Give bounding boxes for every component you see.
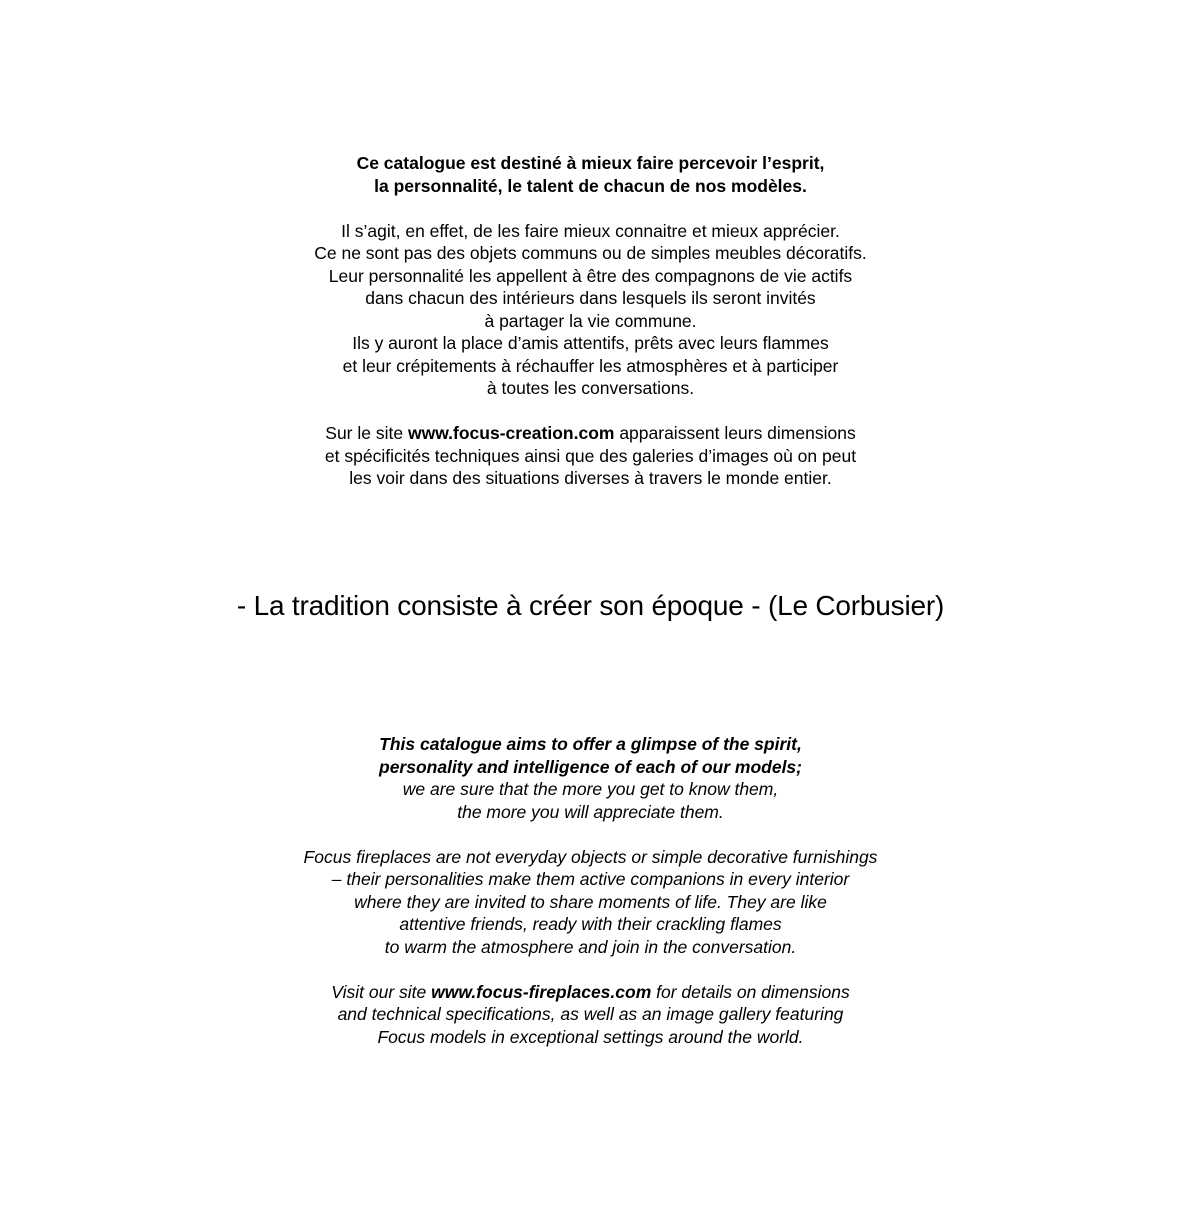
french-intro-line: Ce catalogue est destiné à mieux faire percevoir l’esprit, (356, 153, 825, 173)
english-site-line: and technical specifications, as well as an image gallery featuring (337, 1004, 844, 1024)
english-intro-line: the more you will appreciate them. (457, 801, 724, 822)
english-site-prefix: Visit our site (331, 981, 432, 1002)
french-site-link[interactable]: www.focus-creation.com (407, 423, 615, 443)
english-body-line: Focus fireplaces are not everyday objects or simple decorative furnishings (303, 846, 878, 867)
english-site-line (0, 981, 1181, 1004)
english-body-line: – their personalities make them active companions in every interior (331, 869, 850, 889)
french-text-block (0, 152, 1181, 490)
english-text-block (0, 733, 1181, 1048)
english-intro-line: This catalogue aims to offer a glimpse of the spirit, (379, 734, 802, 754)
french-body (0, 220, 1181, 400)
french-body-line: Leur personnalité les appellent à être des compagnons de vie actifs (328, 265, 853, 286)
french-body-line: à toutes les conversations. (486, 378, 695, 398)
french-intro-line: la personnalité, le talent de chacun de nos modèles. (374, 175, 807, 196)
french-site-line: et spécificités techniques ainsi que des galeries d’images où on peut (324, 445, 857, 466)
english-site-link[interactable]: www.focus-fireplaces.com (431, 981, 652, 1002)
french-site-prefix: Sur le site (325, 423, 408, 443)
english-body-line: attentive friends, ready with their crackling flames (399, 914, 782, 934)
french-body-line: Ils y auront la place d’amis attentifs, prêts avec leurs flammes (352, 333, 829, 353)
english-intro (0, 733, 1181, 823)
english-body (0, 846, 1181, 959)
french-body-line: dans chacun des intérieurs dans lesquels ils seront invités (365, 288, 816, 308)
english-intro-line: personality and intelligence of each of our models; (379, 756, 802, 777)
english-site-paragraph (0, 981, 1181, 1049)
french-body-line: et leur crépitements à réchauffer les atmosphères et à participer (342, 355, 839, 376)
french-site-suffix: apparaissent leurs dimensions (614, 423, 856, 443)
english-body-line: to warm the atmosphere and join in the conversation. (384, 936, 797, 957)
english-intro-line: we are sure that the more you get to know them, (402, 779, 779, 799)
french-body-line: à partager la vie commune. (484, 310, 697, 331)
english-site-suffix: for details on dimensions (651, 981, 850, 1002)
english-site-line: Focus models in exceptional settings around the world. (377, 1026, 804, 1047)
french-site-line (0, 422, 1181, 445)
french-body-line: Ce ne sont pas des objets communs ou de simples meubles décoratifs. (314, 243, 867, 263)
french-intro (0, 152, 1181, 197)
french-body-line: Il s’agit, en effet, de les faire mieux connaitre et mieux apprécier. (341, 220, 840, 241)
french-site-paragraph (0, 422, 1181, 490)
english-body-line: where they are invited to share moments of life. They are like (354, 891, 827, 912)
le-corbusier-quote: - La tradition consiste à créer son époque - (Le Corbusier) (236, 590, 945, 621)
french-site-line: les voir dans des situations diverses à travers le monde entier. (349, 468, 832, 488)
